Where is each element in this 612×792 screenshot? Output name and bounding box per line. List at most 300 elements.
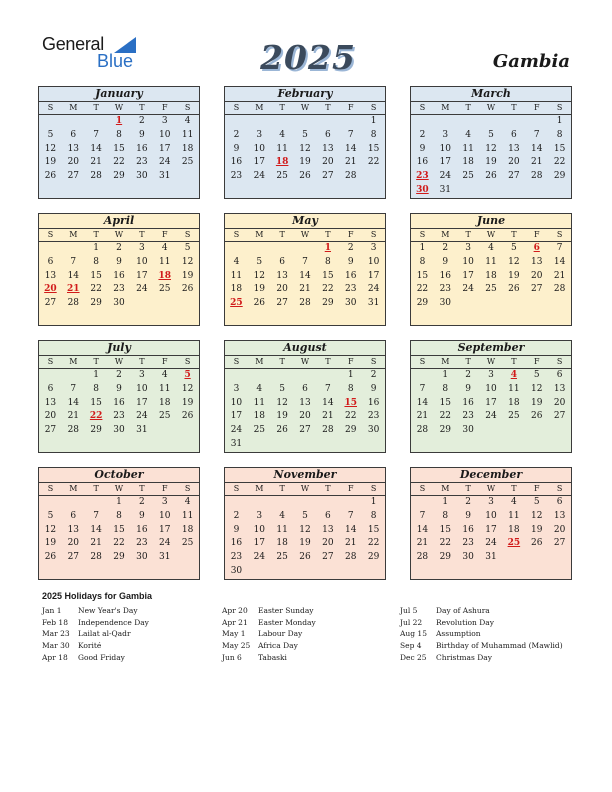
empty-day [480, 115, 503, 129]
day-number: 29 [416, 298, 429, 309]
weekday-label: S [370, 103, 377, 112]
weekday-label: S [47, 357, 54, 366]
holiday-name: Day of Ashura [436, 606, 490, 615]
day-number: 23 [113, 284, 125, 295]
empty-day [548, 551, 571, 565]
month-name: June [476, 214, 506, 227]
day-number: 20 [508, 157, 520, 168]
day-number: 17 [485, 397, 497, 408]
day-number: 30 [230, 565, 243, 576]
holiday-name: Assumption [436, 629, 481, 639]
month-august [224, 340, 386, 453]
weekday-label: T [511, 103, 517, 112]
day-number: 4 [256, 383, 263, 394]
month-april [38, 213, 200, 326]
day-number: 17 [462, 270, 474, 281]
week-row [225, 551, 385, 565]
empty-day [362, 565, 385, 579]
holiday-date: Sep 4 [400, 641, 422, 651]
empty-day [62, 242, 85, 256]
day-number: 3 [139, 243, 145, 253]
day-number: 28 [322, 425, 334, 436]
empty-day [62, 115, 85, 129]
day-number: 9 [116, 383, 122, 394]
empty-day [176, 551, 199, 565]
day-number: 1 [442, 370, 449, 380]
week-row [411, 184, 571, 198]
weekday-label: S [419, 484, 426, 493]
empty-day [130, 297, 153, 311]
holiday-date: Jun 6 [222, 652, 242, 662]
holiday-date: Jul 5 [400, 606, 418, 615]
day-number: 11 [462, 143, 474, 154]
day-number: 28 [299, 298, 311, 309]
holiday-day: 18 [158, 270, 171, 281]
weekday-label: M [255, 484, 264, 493]
day-number: 4 [279, 510, 286, 521]
day-number: 29 [322, 298, 334, 309]
holiday-name: Easter Sunday [258, 606, 314, 615]
day-number: 27 [67, 171, 80, 182]
weekday-label: F [161, 357, 168, 366]
day-number: 2 [116, 243, 122, 253]
day-number: 27 [553, 411, 566, 422]
day-number: 12 [531, 383, 543, 394]
weekday-label: T [279, 230, 285, 239]
day-number: 2 [442, 243, 449, 253]
day-number: 7 [302, 256, 308, 267]
day-number: 25 [485, 284, 497, 295]
holiday-date: Apr 20 [222, 606, 248, 615]
day-number: 13 [67, 524, 80, 535]
day-number: 24 [367, 284, 380, 295]
day-number: 24 [485, 411, 497, 422]
week-row [225, 170, 385, 184]
day-number: 18 [462, 157, 474, 168]
weekday-label: S [184, 103, 191, 112]
day-number: 27 [299, 425, 311, 436]
day-number: 4 [279, 129, 286, 140]
country-title: Gambia [492, 51, 570, 72]
day-number: 16 [416, 157, 429, 168]
day-number: 1 [370, 497, 377, 507]
month-july [38, 340, 200, 453]
weekday-label: M [69, 357, 78, 366]
empty-day [294, 242, 317, 256]
day-number: 23 [367, 411, 380, 422]
day-number: 20 [44, 411, 57, 422]
holiday-day: 1 [115, 116, 123, 126]
weekday-label: W [486, 357, 496, 366]
week-row [225, 143, 385, 157]
day-number: 15 [367, 143, 380, 154]
day-number: 13 [322, 143, 334, 154]
day-number: 13 [44, 397, 57, 408]
holiday-day: 6 [533, 243, 540, 253]
day-number: 16 [462, 397, 474, 408]
month-name: November [273, 468, 337, 481]
empty-day [271, 115, 294, 129]
day-number: 27 [553, 538, 566, 549]
month-name: December [459, 468, 523, 481]
holiday-item [222, 605, 397, 617]
empty-day [39, 369, 62, 383]
day-number: 15 [113, 143, 125, 154]
weekday-header [39, 102, 199, 114]
week-row [39, 256, 199, 270]
weekday-label: T [325, 357, 331, 366]
day-number: 26 [181, 284, 194, 295]
empty-day [480, 184, 503, 198]
day-number: 14 [416, 524, 429, 535]
day-number: 5 [533, 497, 540, 507]
empty-day [85, 115, 108, 129]
weekday-label: S [556, 484, 563, 493]
day-number: 21 [90, 157, 102, 168]
day-number: 22 [439, 411, 452, 422]
weekday-label: F [533, 230, 540, 239]
weekday-label: M [441, 103, 450, 112]
day-number: 24 [462, 284, 474, 295]
day-number: 6 [556, 370, 563, 380]
weekday-label: W [114, 357, 124, 366]
day-number: 16 [345, 270, 357, 281]
day-number: 30 [113, 425, 125, 436]
week-row [225, 410, 385, 424]
day-number: 25 [276, 171, 288, 182]
day-number: 19 [508, 270, 520, 281]
day-number: 10 [136, 383, 148, 394]
day-number: 26 [299, 171, 311, 182]
week-row [225, 510, 385, 524]
day-number: 8 [370, 510, 377, 521]
day-number: 12 [531, 510, 543, 521]
empty-day [294, 496, 317, 510]
empty-day [502, 115, 525, 129]
week-row [225, 383, 385, 397]
empty-day [39, 496, 62, 510]
month-name: July [107, 341, 131, 354]
empty-day [248, 242, 271, 256]
day-number: 7 [419, 510, 426, 521]
holiday-date: Apr 18 [42, 652, 68, 662]
holiday-day: 15 [344, 397, 357, 408]
day-number: 17 [159, 524, 171, 535]
day-number: 24 [253, 171, 266, 182]
day-grid [411, 369, 571, 438]
holiday-day: 23 [416, 171, 429, 182]
day-number: 4 [161, 370, 168, 380]
day-number: 22 [113, 538, 125, 549]
day-number: 17 [253, 538, 266, 549]
day-number: 11 [181, 129, 194, 140]
day-number: 10 [439, 143, 452, 154]
month-september [410, 340, 572, 453]
week-row [411, 256, 571, 270]
holiday-item [222, 652, 397, 664]
day-number: 13 [276, 270, 288, 281]
weekday-header [411, 102, 571, 114]
day-number: 16 [462, 524, 474, 535]
weekday-label: W [486, 103, 496, 112]
weekday-label: T [465, 103, 471, 112]
day-number: 16 [230, 538, 243, 549]
month-name: January [95, 87, 143, 100]
empty-day [339, 565, 362, 579]
day-number: 8 [419, 256, 426, 267]
empty-day [271, 242, 294, 256]
day-number: 25 [181, 538, 194, 549]
day-number: 21 [345, 157, 357, 168]
week-row [39, 156, 199, 170]
weekday-label: W [486, 484, 496, 493]
weekday-header [411, 483, 571, 495]
day-number: 2 [139, 497, 145, 507]
day-number: 19 [531, 397, 543, 408]
empty-day [411, 369, 434, 383]
empty-day [39, 115, 62, 129]
day-number: 31 [159, 552, 171, 563]
weekday-label: T [93, 230, 99, 239]
day-number: 21 [416, 538, 429, 549]
week-row [39, 524, 199, 538]
day-number: 10 [253, 143, 266, 154]
weekday-label: T [465, 230, 471, 239]
day-number: 12 [485, 143, 497, 154]
day-number: 30 [367, 425, 380, 436]
day-number: 15 [90, 397, 102, 408]
day-number: 4 [161, 243, 168, 253]
day-number: 7 [70, 256, 77, 267]
empty-day [434, 115, 457, 129]
week-row [225, 156, 385, 170]
holiday-column [400, 605, 575, 663]
weekday-label: M [441, 357, 450, 366]
week-row [411, 170, 571, 184]
day-grid [225, 242, 385, 311]
day-number: 5 [511, 243, 517, 253]
day-number: 12 [299, 524, 311, 535]
empty-day [480, 424, 503, 438]
week-row [225, 537, 385, 551]
day-number: 21 [553, 270, 566, 281]
week-row [225, 438, 385, 452]
day-number: 29 [113, 552, 125, 563]
weekday-label: S [556, 357, 563, 366]
empty-day [271, 496, 294, 510]
day-number: 29 [367, 552, 380, 563]
day-number: 2 [465, 497, 472, 507]
empty-day [248, 115, 271, 129]
weekday-label: S [370, 357, 377, 366]
day-grid [39, 496, 199, 565]
weekday-label: M [69, 230, 78, 239]
empty-day [316, 115, 339, 129]
holiday-column [222, 605, 397, 663]
week-row [39, 424, 199, 438]
day-number: 7 [347, 510, 354, 521]
day-number: 3 [161, 497, 168, 507]
day-number: 13 [322, 524, 334, 535]
day-number: 4 [233, 256, 240, 267]
week-row [225, 256, 385, 270]
day-number: 3 [139, 370, 145, 380]
week-row [411, 283, 571, 297]
holiday-item [222, 617, 397, 629]
weekday-label: T [511, 357, 517, 366]
month-november [224, 467, 386, 580]
day-number: 14 [345, 143, 357, 154]
day-number: 24 [439, 171, 452, 182]
day-number: 27 [67, 552, 80, 563]
weekday-label: M [441, 484, 450, 493]
weekday-label: W [114, 230, 124, 239]
day-number: 24 [159, 538, 171, 549]
weekday-label: T [511, 230, 517, 239]
day-number: 17 [136, 270, 148, 281]
empty-day [248, 438, 271, 452]
day-number: 18 [159, 397, 171, 408]
holiday-date: Jul 22 [400, 617, 423, 627]
day-number: 9 [139, 129, 145, 140]
day-number: 6 [47, 383, 54, 394]
empty-day [502, 551, 525, 565]
weekday-label: S [556, 103, 563, 112]
empty-day [176, 297, 199, 311]
day-number: 27 [44, 298, 57, 309]
weekday-label: S [184, 230, 191, 239]
day-number: 9 [419, 143, 426, 154]
day-grid [39, 369, 199, 438]
empty-day [480, 297, 503, 311]
holiday-day: 4 [510, 370, 517, 380]
day-number: 6 [70, 510, 77, 521]
day-number: 11 [276, 524, 288, 535]
weekday-label: W [486, 230, 496, 239]
empty-day [294, 565, 317, 579]
day-number: 25 [462, 171, 474, 182]
day-number: 3 [488, 497, 494, 507]
day-number: 22 [553, 157, 566, 168]
day-number: 7 [419, 383, 426, 394]
day-number: 12 [276, 397, 288, 408]
month-name: April [103, 214, 135, 227]
weekday-label: M [255, 103, 264, 112]
holiday-day: 25 [507, 538, 521, 549]
day-number: 8 [116, 129, 122, 140]
day-number: 8 [347, 383, 354, 394]
holiday-date: May 1 [222, 629, 246, 639]
day-number: 23 [462, 411, 474, 422]
day-number: 14 [322, 397, 334, 408]
day-number: 12 [181, 383, 194, 394]
day-number: 9 [465, 510, 472, 521]
day-number: 8 [325, 256, 331, 267]
day-number: 29 [553, 171, 566, 182]
day-number: 24 [485, 538, 497, 549]
day-number: 13 [553, 510, 566, 521]
day-number: 26 [44, 552, 57, 563]
holiday-day: 5 [184, 370, 191, 380]
day-number: 14 [67, 397, 80, 408]
day-number: 1 [556, 116, 563, 126]
holiday-date: Mar 23 [42, 629, 70, 639]
holiday-day: 20 [44, 284, 57, 295]
empty-day [294, 369, 317, 383]
day-number: 7 [347, 129, 354, 140]
day-number: 20 [67, 538, 80, 549]
weekday-label: F [161, 103, 168, 112]
day-number: 29 [345, 425, 357, 436]
week-row [225, 115, 385, 129]
holiday-column [42, 605, 217, 663]
day-number: 28 [90, 171, 102, 182]
weekday-label: S [419, 230, 426, 239]
day-number: 31 [230, 438, 243, 449]
day-number: 22 [345, 411, 357, 422]
month-december [410, 467, 572, 580]
week-row [411, 524, 571, 538]
empty-day [548, 297, 571, 311]
weekday-header [225, 229, 385, 241]
day-number: 31 [159, 171, 171, 182]
week-row [39, 369, 199, 383]
day-number: 4 [184, 497, 191, 507]
weekday-header [39, 483, 199, 495]
day-number: 11 [159, 383, 171, 394]
day-number: 27 [322, 552, 334, 563]
week-row [39, 551, 199, 565]
day-number: 29 [90, 425, 102, 436]
month-name: March [471, 87, 511, 100]
day-number: 12 [44, 524, 57, 535]
week-row [411, 115, 571, 129]
day-number: 17 [136, 397, 148, 408]
weekday-label: M [441, 230, 450, 239]
day-number: 21 [299, 284, 311, 295]
empty-day [294, 115, 317, 129]
empty-day [525, 184, 548, 198]
week-row [225, 496, 385, 510]
weekday-label: S [184, 357, 191, 366]
week-row [39, 242, 199, 256]
empty-day [316, 565, 339, 579]
day-grid [411, 496, 571, 565]
day-number: 17 [253, 157, 266, 168]
empty-day [502, 424, 525, 438]
holiday-date: Apr 21 [222, 617, 248, 627]
weekday-label: F [533, 484, 540, 493]
weekday-label: W [300, 484, 310, 493]
holiday-item [400, 628, 575, 640]
day-number: 31 [136, 425, 148, 436]
day-number: 1 [93, 370, 100, 380]
empty-day [225, 369, 248, 383]
empty-day [339, 115, 362, 129]
empty-day [548, 424, 571, 438]
week-row [411, 156, 571, 170]
month-february [224, 86, 386, 199]
weekday-label: W [300, 103, 310, 112]
day-number: 6 [325, 510, 331, 521]
day-grid [411, 115, 571, 198]
holiday-day: 22 [89, 411, 103, 422]
week-row [39, 143, 199, 157]
weekday-label: F [533, 357, 540, 366]
day-number: 13 [44, 270, 57, 281]
day-number: 4 [511, 497, 517, 507]
day-number: 2 [116, 370, 122, 380]
